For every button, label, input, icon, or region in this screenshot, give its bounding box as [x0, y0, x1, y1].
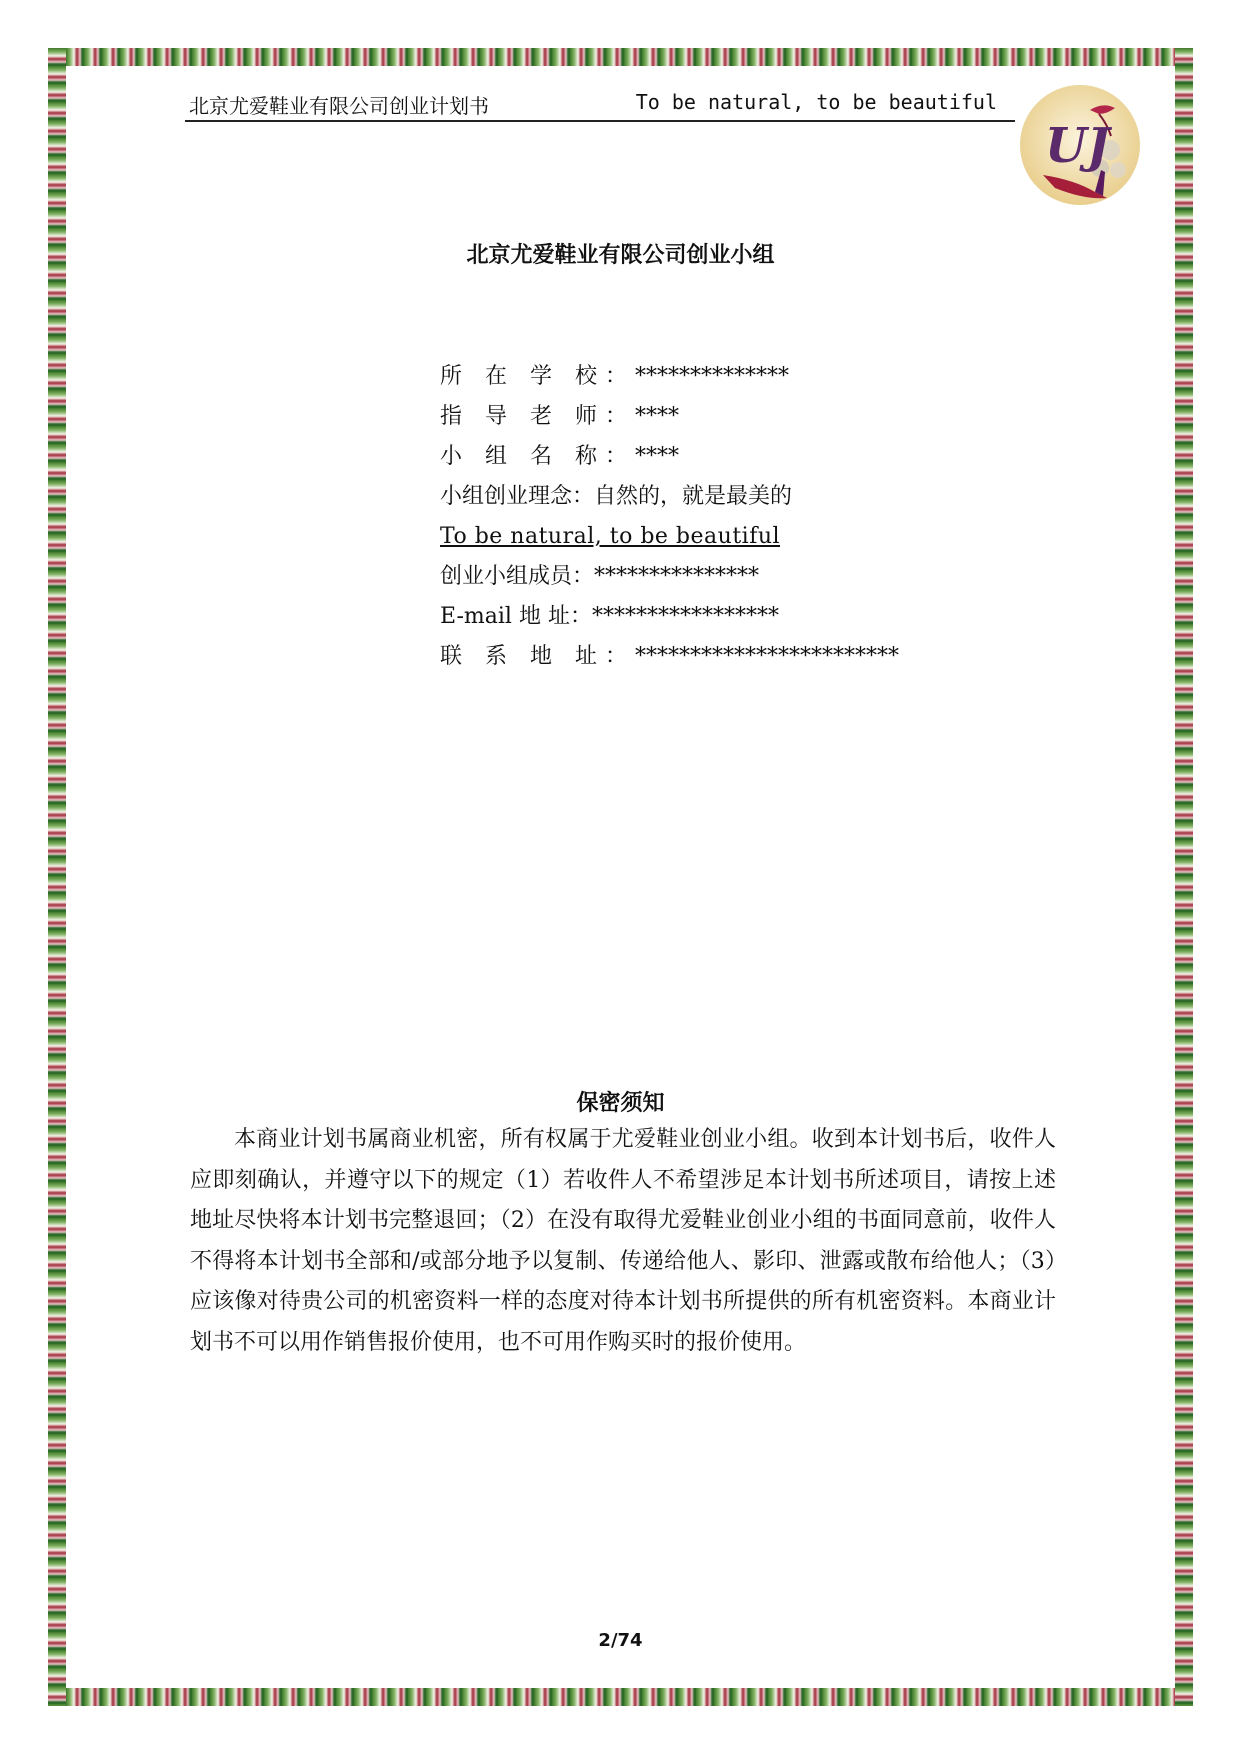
confidentiality-title: 保密须知 [576, 1091, 665, 1116]
info-label: E-mail 地 址： [440, 604, 592, 629]
info-advisor [440, 397, 899, 437]
info-value: ***************** [591, 604, 779, 629]
info-team-name [440, 437, 899, 477]
info-value: **** [634, 404, 679, 429]
info-members [440, 557, 899, 597]
page-border-left [48, 48, 66, 1706]
info-value: *************** [594, 564, 760, 589]
page-border-top [48, 48, 1193, 66]
page-header [185, 90, 1015, 122]
info-label: 小 组 名 称： [440, 444, 635, 469]
page-border-bottom [48, 1688, 1193, 1706]
info-philosophy [440, 477, 899, 517]
info-value: **** [634, 444, 679, 469]
page-border-right [1175, 48, 1193, 1706]
info-slogan-english: To be natural, to be beautiful [440, 524, 781, 549]
header-slogan: To be natural, to be beautiful [635, 90, 997, 114]
page-number: 2/74 [598, 1630, 643, 1651]
info-label: 联 系 地 址： [440, 644, 635, 669]
info-label: 小组创业理念： [440, 484, 595, 509]
info-school [440, 357, 899, 397]
info-label: 所 在 学 校： [440, 364, 635, 389]
info-email [440, 597, 899, 637]
confidentiality-body: 本商业计划书属商业机密，所有权属于尤爱鞋业创业小组。收到本计划书后，收件人应即刻确认，并遵守以下的规定（1）若收件人不希望涉足本计划书所述项目，请按上述地址尽快将本计划书完整退回；（2）在没有取得尤爱鞋业创业小组的书面同意前，收件人不得将本计划书全部和/或部分地予以复制、传递给他人、影印、泄露或散布给他人；（3）应该像对待贵公司的机密资料一样的态度对待本计划书所提供的所有机密资料。本商业计划书不可以用作销售报价使用，也不可用作购买时的报价使用。 [190, 1127, 1056, 1355]
company-logo [1015, 80, 1145, 210]
document-title: 北京尤爱鞋业有限公司创业小组 [466, 243, 775, 268]
info-value: ************** [634, 364, 789, 389]
info-label: 指 导 老 师： [440, 404, 635, 429]
header-company-name: 北京尤爱鞋业有限公司创业计划书 [189, 94, 489, 118]
info-value: ************************ [634, 644, 899, 669]
team-info [440, 357, 899, 677]
info-address [440, 637, 899, 677]
logo-text: UJ [1045, 118, 1110, 174]
info-label: 创业小组成员： [440, 564, 595, 589]
info-value: 自然的，就是最美的 [594, 484, 793, 509]
